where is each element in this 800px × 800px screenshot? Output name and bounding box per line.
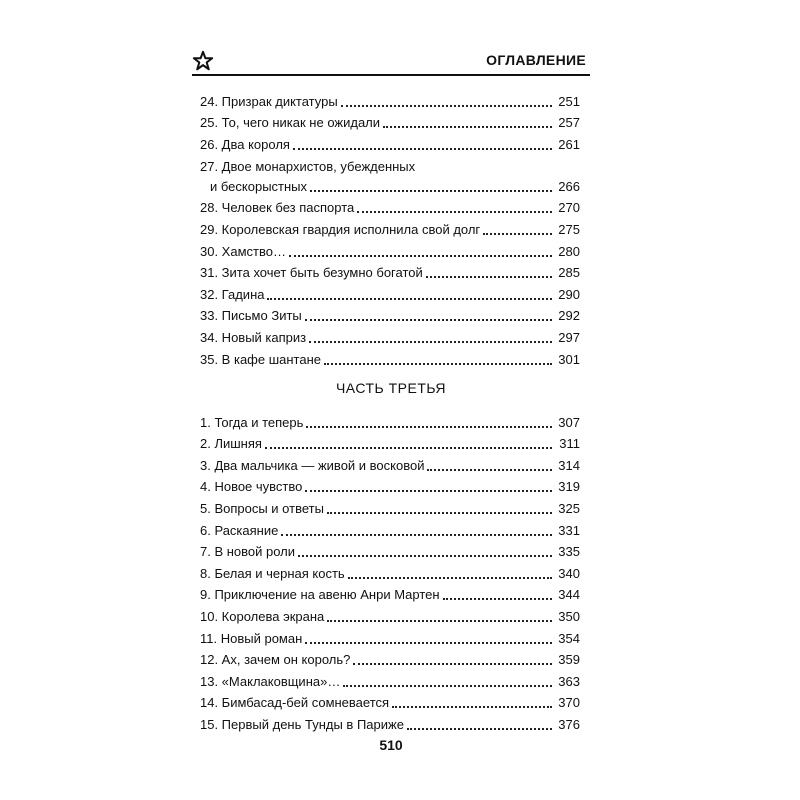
toc-entry-page: 370	[558, 695, 580, 711]
toc-entry-title: 30. Хамство…	[200, 243, 286, 259]
toc-entry-page: 301	[558, 351, 580, 367]
toc-entry	[200, 495, 580, 517]
toc-entry-title: 8. Белая и черная кость	[200, 565, 345, 581]
toc-entry-title: 34. Новый каприз	[200, 329, 307, 345]
toc-entry-title: 24. Призрак диктатуры	[200, 93, 338, 109]
toc-entry-title: 35. В кафе шантане	[200, 351, 321, 367]
dot-leader	[353, 663, 552, 665]
toc-entry-page: 266	[558, 178, 580, 194]
toc-entry	[200, 324, 580, 346]
toc-entry-page: 340	[558, 565, 580, 581]
toc-entry	[200, 517, 580, 539]
dot-leader	[289, 255, 552, 257]
dot-leader	[427, 469, 552, 471]
star-icon	[192, 50, 214, 72]
toc-entry-title: 33. Письмо Зиты	[200, 308, 302, 324]
toc-entry-title: 29. Королевская гвардия исполнила свой долг	[200, 221, 481, 237]
toc-entry-title: 32. Гадина	[200, 286, 265, 302]
page-number: 510	[379, 737, 403, 753]
toc-entry	[200, 260, 580, 282]
dot-leader	[310, 190, 552, 192]
toc-entry-title: 6. Раскаяние	[200, 522, 279, 538]
dot-leader	[327, 512, 552, 514]
toc-entry-page: 314	[558, 457, 580, 473]
toc-entry-page: 359	[558, 652, 580, 668]
toc-entry-title: 4. Новое чувство	[200, 479, 303, 495]
toc-entry	[200, 560, 580, 582]
dot-leader	[383, 126, 552, 128]
toc-entry-page: 363	[558, 673, 580, 689]
dot-leader	[293, 148, 552, 150]
dot-leader	[426, 276, 552, 278]
dot-leader	[392, 706, 552, 708]
section-title-part-three: ЧАСТЬ ТРЕТЬЯ	[335, 380, 447, 396]
dot-leader	[309, 341, 552, 343]
toc-entry-page: 275	[558, 221, 580, 237]
toc-entry	[200, 474, 580, 496]
dot-leader	[357, 211, 552, 213]
toc-entry-title: 14. Бимбасад-бей сомневается	[200, 695, 390, 711]
toc-entry-title: 28. Человек без паспорта	[200, 200, 355, 216]
toc-entry-page: 325	[558, 500, 580, 516]
dot-leader	[267, 298, 552, 300]
toc-entry	[200, 281, 580, 303]
toc-entry	[200, 346, 580, 368]
toc-entry	[200, 711, 580, 733]
dot-leader	[343, 685, 552, 687]
toc-entry-title: 11. Новый роман	[200, 630, 303, 646]
toc-entry-page: 251	[558, 93, 580, 109]
dot-leader	[348, 577, 552, 579]
dot-leader	[341, 105, 552, 107]
running-header	[192, 48, 590, 76]
toc-entry-title: 2. Лишняя	[200, 436, 262, 452]
toc-entry-page: 292	[558, 308, 580, 324]
toc-list-part-two	[200, 88, 580, 368]
toc-entry-page: 376	[558, 716, 580, 732]
toc-entry	[200, 452, 580, 474]
toc-entry-page: 285	[558, 265, 580, 281]
toc-entry-title: 1. Тогда и теперь	[200, 414, 304, 430]
toc-entry-page: 331	[558, 522, 580, 538]
toc-entry-title: 9. Приключение на авеню Анри Мартен	[200, 587, 440, 603]
toc-entry	[200, 603, 580, 625]
toc-entry	[200, 110, 580, 132]
toc-entry	[200, 195, 580, 217]
toc-entry-page: 270	[558, 200, 580, 216]
toc-entry	[200, 431, 580, 453]
toc-entry-page: 311	[559, 436, 580, 452]
toc-entry-page: 261	[558, 136, 580, 152]
toc-entry	[200, 409, 580, 431]
dot-leader	[305, 642, 552, 644]
toc-entry	[200, 216, 580, 238]
toc-list-part-three	[200, 409, 580, 733]
toc-entry	[200, 582, 580, 604]
toc-entry-title: 26. Два короля	[200, 136, 290, 152]
toc-entry-title: 5. Вопросы и ответы	[200, 500, 324, 516]
header-title: ОГЛАВЛЕНИЕ	[486, 52, 586, 68]
toc-entry-title: 13. «Маклаковщина»…	[200, 673, 341, 689]
dot-leader	[324, 363, 552, 365]
toc-entry	[200, 668, 580, 690]
toc-entry	[200, 539, 580, 561]
toc-entry	[200, 153, 580, 195]
toc-entry-page: 280	[558, 243, 580, 259]
dot-leader	[281, 534, 552, 536]
toc-entry-title: 25. То, чего никак не ожидали	[200, 115, 381, 131]
toc-entry-title: 15. Первый день Тунды в Париже	[200, 716, 404, 732]
toc-entry	[200, 238, 580, 260]
toc-entry	[200, 647, 580, 669]
dot-leader	[407, 728, 552, 730]
dot-leader	[443, 598, 552, 600]
dot-leader	[306, 426, 552, 428]
toc-entry	[200, 690, 580, 712]
book-page	[192, 40, 590, 780]
toc-entry-page: 354	[558, 630, 580, 646]
toc-entry	[200, 625, 580, 647]
toc-entry-page: 319	[558, 479, 580, 495]
dot-leader	[298, 555, 552, 557]
toc-entry-title: 3. Два мальчика — живой и восковой	[200, 457, 425, 473]
toc-entry-title: 10. Королева экрана	[200, 608, 325, 624]
toc-entry-page: 297	[558, 329, 580, 345]
dot-leader	[305, 319, 552, 321]
toc-entry-title: 31. Зита хочет быть безумно богатой	[200, 265, 423, 281]
toc-entry-page: 307	[558, 414, 580, 430]
toc-entry	[200, 303, 580, 325]
toc-entry-page: 335	[558, 544, 580, 560]
toc-entry	[200, 131, 580, 153]
toc-entry-title: и бескорыстных	[210, 178, 308, 194]
toc-entry-title: 12. Ах, зачем он король?	[200, 652, 351, 668]
dot-leader	[327, 620, 552, 622]
toc-entry	[200, 88, 580, 110]
dot-leader	[483, 233, 552, 235]
toc-entry-page: 350	[558, 608, 580, 624]
dot-leader	[305, 490, 552, 492]
toc-entry-page: 344	[558, 587, 580, 603]
toc-entry-title-line1: 27. Двое монархистов, убежденных	[200, 158, 416, 174]
toc-entry-title: 7. В новой роли	[200, 544, 296, 560]
dot-leader	[265, 447, 552, 449]
toc-entry-page: 257	[558, 115, 580, 131]
toc-entry-page: 290	[558, 286, 580, 302]
